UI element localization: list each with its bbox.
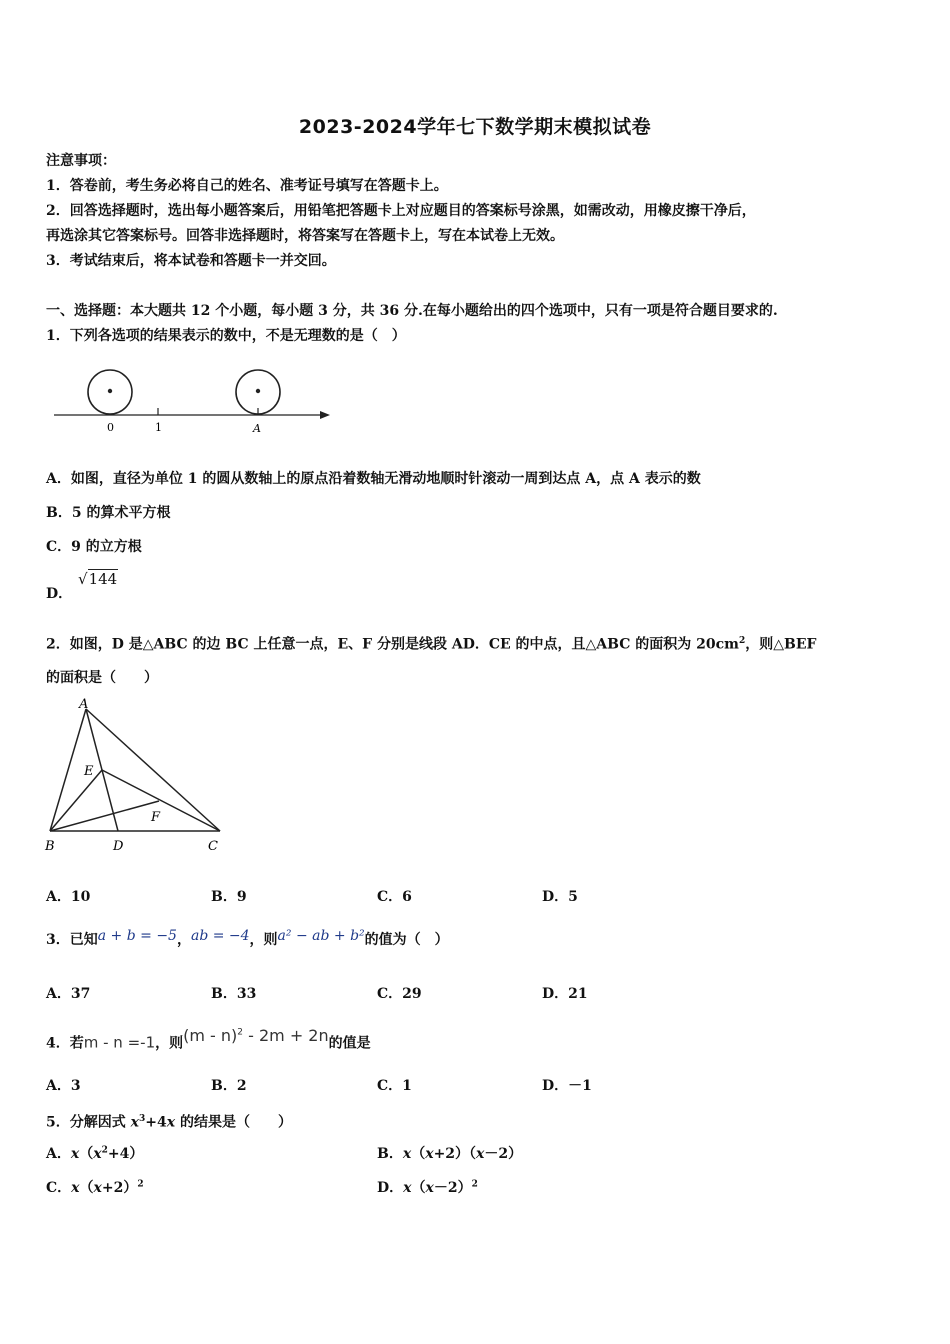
q5a-tail: +4） xyxy=(107,1146,144,1162)
question-1-option-d: D． xyxy=(46,586,73,602)
section-heading: 一、选择题：本大题共 12 个小题，每小题 3 分，共 36 分.在每小题给出的四个选项中，只有一项是符合题目要求的. xyxy=(46,303,778,319)
q5b-prefix: B． xyxy=(377,1146,403,1162)
question-1-stem: 1．下列各选项的结果表示的数中，不是无理数的是（ ） xyxy=(46,328,406,344)
question-4-expr-part-a: (m - n) xyxy=(183,1026,238,1046)
q5a-prefix: A． xyxy=(46,1146,71,1162)
question-4-prefix: 4．若 xyxy=(46,1035,84,1052)
question-2-stem-line1 xyxy=(46,631,816,655)
point-label-d: D xyxy=(113,839,124,854)
q5b-var: x xyxy=(402,1146,412,1162)
question-4-expr-condition: m - n =-1 xyxy=(83,1033,156,1052)
question-2-option-c: C．6 xyxy=(377,889,412,905)
question-5-stem xyxy=(46,1109,292,1133)
q5d-var-2: x xyxy=(425,1180,434,1196)
question-3-sep: ， xyxy=(176,932,191,948)
question-5-stem-b: +4 xyxy=(145,1114,167,1131)
question-1-option-b: B．5 的算术平方根 xyxy=(46,505,171,521)
q5c-prefix: C． xyxy=(46,1180,72,1196)
point-label-e: E xyxy=(84,764,94,779)
question-4-expr-target xyxy=(183,1026,329,1045)
tick-label-0: 0 xyxy=(107,421,114,434)
question-1-option-c: C．9 的立方根 xyxy=(46,539,142,555)
q5a-paren: （ xyxy=(79,1146,94,1162)
question-5-option-a xyxy=(46,1143,143,1163)
question-3-stem xyxy=(46,930,449,950)
question-5-sup: 3 xyxy=(138,1114,146,1124)
question-4-option-a: A．3 xyxy=(46,1078,81,1094)
vertex-label-b: B xyxy=(45,839,55,854)
notice-item-3: 3．考试结束后，将本试卷和答题卡一并交回。 xyxy=(46,253,336,269)
question-5-stem-a: 5．分解因式 xyxy=(46,1114,131,1131)
question-5-var: x xyxy=(130,1114,139,1131)
question-3-option-a: A．37 xyxy=(46,986,91,1002)
question-5-var-2: x xyxy=(166,1114,176,1131)
question-4-expr-sup: 2 xyxy=(237,1028,244,1038)
question-3-expr-product: ab = −4 xyxy=(190,928,250,944)
point-label-a: A xyxy=(253,422,261,435)
question-5-option-d xyxy=(377,1177,478,1197)
notice-item-2: 2．回答选择题时，选出每小题答案后，用铅笔把答题卡上对应题目的答案标号涂黑，如需改动，用橡皮擦干净后， xyxy=(46,203,756,219)
q5c-sup: 2 xyxy=(137,1179,144,1190)
vertex-label-c: C xyxy=(208,839,218,854)
question-5-option-b xyxy=(377,1143,522,1163)
question-4-option-d: D．－1 xyxy=(542,1078,592,1094)
tick-label-1: 1 xyxy=(155,421,162,434)
q5d-var: x xyxy=(403,1180,412,1196)
question-3-prefix: 3．已知 xyxy=(46,932,98,948)
question-3-suffix: 的值为（ ） xyxy=(364,932,449,948)
question-3-expr-target: a² − ab + b² xyxy=(277,928,365,944)
page-title: 2023-2024学年七下数学期末模拟试卷 xyxy=(298,116,652,138)
question-2-stem-line2: 的面积是（ ） xyxy=(46,670,158,686)
q5b-var-3: x xyxy=(476,1146,485,1162)
question-4-stem xyxy=(46,1026,371,1053)
q5c-tail: +2） xyxy=(101,1180,138,1196)
question-4-option-b: B．2 xyxy=(211,1078,247,1094)
question-5-option-c xyxy=(46,1177,144,1197)
question-2-stem-end: ，则△BEF xyxy=(745,636,817,653)
question-4-suffix: 的值是 xyxy=(328,1035,371,1052)
question-2-option-a: A．10 xyxy=(46,889,91,905)
question-5-stem-c: 的结果是（ ） xyxy=(175,1114,292,1131)
question-2-option-d: D．5 xyxy=(542,889,578,905)
q5c-var-2: x xyxy=(93,1180,102,1196)
question-4-mid: ，则 xyxy=(155,1035,184,1052)
q5b-var-2: x xyxy=(425,1146,434,1162)
q5c-var: x xyxy=(71,1180,80,1196)
sqrt-radicand: 144 xyxy=(88,570,118,588)
question-3-option-c: C．29 xyxy=(377,986,422,1002)
q5b-tail: －2） xyxy=(484,1146,523,1162)
question-3-mid: ，则 xyxy=(249,932,278,948)
notice-item-1: 1．答卷前，考生务必将自己的姓名、准考证号填写在答题卡上。 xyxy=(46,178,448,194)
notice-item-2-cont: 再选涂其它答案标号。回答非选择题时，将答案写在答题卡上，写在本试卷上无效。 xyxy=(46,228,564,244)
question-1-option-a: A．如图，直径为单位 1 的圆从数轴上的原点沿着数轴无滑动地顺时针滚动一周到达点 A，点 A 表示的数 xyxy=(46,471,701,487)
question-2-stem-text: 2．如图，D 是△ABC 的边 BC 上任意一点，E、F 分别是线段 AD．CE 的中点，且△ABC 的面积为 20cm xyxy=(46,636,739,653)
question-2-option-b: B．9 xyxy=(211,889,247,905)
question-2-stem-sup: 2 xyxy=(738,636,746,646)
q5a-var-2: x xyxy=(93,1146,102,1162)
point-label-f: F xyxy=(151,810,161,825)
question-3-expr-sum: a + b = −5 xyxy=(97,928,177,944)
q5b-mid: +2）（ xyxy=(433,1146,477,1162)
vertex-label-a: A xyxy=(79,697,89,712)
notice-heading: 注意事项： xyxy=(46,153,116,169)
q5c-paren: （ xyxy=(79,1180,94,1196)
q5d-prefix: D． xyxy=(377,1180,404,1196)
question-4-expr-part-b: - 2m + 2n xyxy=(243,1026,329,1046)
q5a-var: x xyxy=(70,1146,80,1162)
q5d-sup: 2 xyxy=(471,1179,478,1190)
question-3-option-b: B．33 xyxy=(211,986,257,1002)
triangle-figure xyxy=(40,695,240,860)
question-4-option-c: C．1 xyxy=(377,1078,412,1094)
question-3-option-d: D．21 xyxy=(542,986,588,1002)
q5b-paren: （ xyxy=(411,1146,426,1162)
number-line-figure xyxy=(48,360,338,440)
sqrt-expression: √144 xyxy=(78,570,118,588)
q5a-sup: 2 xyxy=(101,1145,108,1156)
q5d-paren: （ xyxy=(411,1180,426,1196)
q5d-tail: －2） xyxy=(433,1180,472,1196)
